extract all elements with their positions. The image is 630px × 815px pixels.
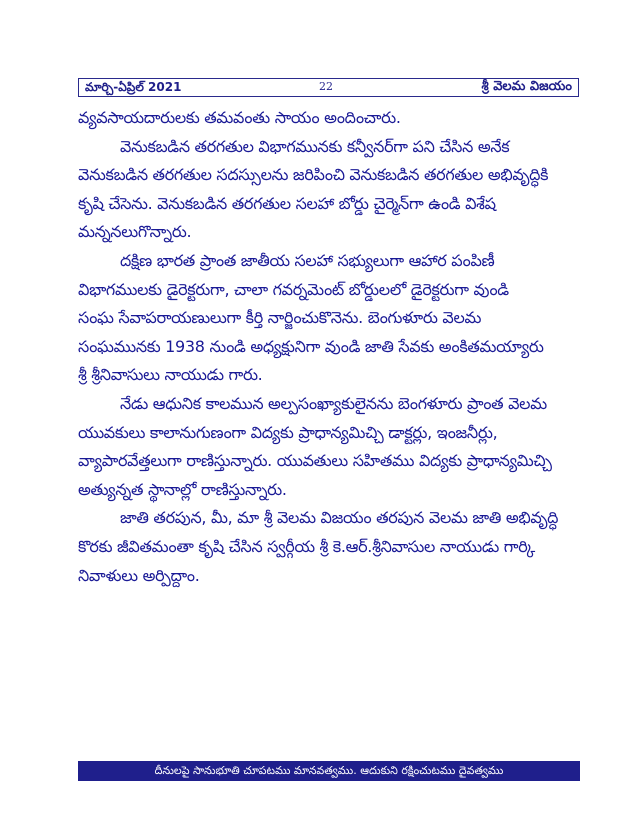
page-footer xyxy=(78,761,580,781)
text-line: యువకులు కాలానుగుణంగా విద్యకు ప్రాధాన్యమిచ్చి డాక్టర్లు, ఇంజనీర్లు, xyxy=(78,422,498,442)
text-line: దక్షిణ భారత ప్రాంత జాతీయ సలహా సభ్యులుగా ఆహార పంపిణీ xyxy=(120,250,495,270)
text-line: మన్ననలుగొన్నారు. xyxy=(78,222,192,242)
page-number: 22 xyxy=(319,80,333,93)
article-body xyxy=(78,104,582,590)
text-line: వ్యవసాయదారులకు తమవంతు సాయం అందించారు. xyxy=(78,108,401,127)
text-line: వ్యాపారవేత్తలుగా రాణిస్తున్నారు. యువతులు సహితము విద్యకు ప్రాధాన్యమిచ్చి xyxy=(78,451,552,471)
text-line: సంఘమునకు 1938 నుండి అధ్యక్షునిగా వుండి జాతి సేవకు అంకితమయ్యారు xyxy=(78,336,544,356)
text-line: జాతి తరపున, మీ, మా శ్రీ వెలమ విజయం తరపున వెలమ జాతి అభివృద్ధి xyxy=(120,508,559,528)
text-line: కృషి చేసెను. వెనుకబడిన తరగతుల సలహా బోర్డు చైర్మెన్‌గా ఉండి విశేష xyxy=(78,193,496,213)
magazine-title: శ్రీ వెలమ విజయం xyxy=(481,79,572,94)
text-line: కొరకు జీవితమంతా కృషి చేసిన స్వర్గీయ శ్రీ కె.ఆర్.శ్రీనివాసుల నాయుడు గార్కి xyxy=(78,536,535,556)
text-line: వెనుకబడిన తరగతుల సదస్సులను జరిపించి వెనుకబడిన తరగతుల అభివృద్ధికి xyxy=(78,165,549,185)
page-header xyxy=(78,78,579,97)
text-line: నివాళులు అర్పిద్దాం. xyxy=(78,565,200,585)
text-line: శ్రీ శ్రీనివాసులు నాయుడు గారు. xyxy=(78,365,263,385)
issue-date: మార్చి-ఏప్రిల్ 2021 xyxy=(85,80,182,94)
footer-motto: దీనులపై సానుభూతి చూపటము మానవత్వము. ఆదుకుని రక్షించుటము దైవత్వము xyxy=(154,764,504,777)
text-line: నేడు ఆధునిక కాలమున అల్పసంఖ్యాకులైనను బెంగళూరు ప్రాంత వెలమ xyxy=(120,393,547,413)
text-line: అత్యున్నత స్థానాల్లో రాణిస్తున్నారు. xyxy=(78,479,287,499)
text-line: వెనుకబడిన తరగతుల విభాగమునకు కన్వీనర్‌గా పని చేసిన అనేక xyxy=(120,136,510,156)
text-line: సంఘ సేవాపరాయణులుగా కీర్తి నార్జించుకొనెను. బెంగుళూరు వెలమ xyxy=(78,308,482,328)
text-line: విభాగములకు డైరెక్టరుగా, చాలా గవర్నమెంట్ బోర్డులలో డైరెక్టరుగా వుండి xyxy=(78,279,509,299)
